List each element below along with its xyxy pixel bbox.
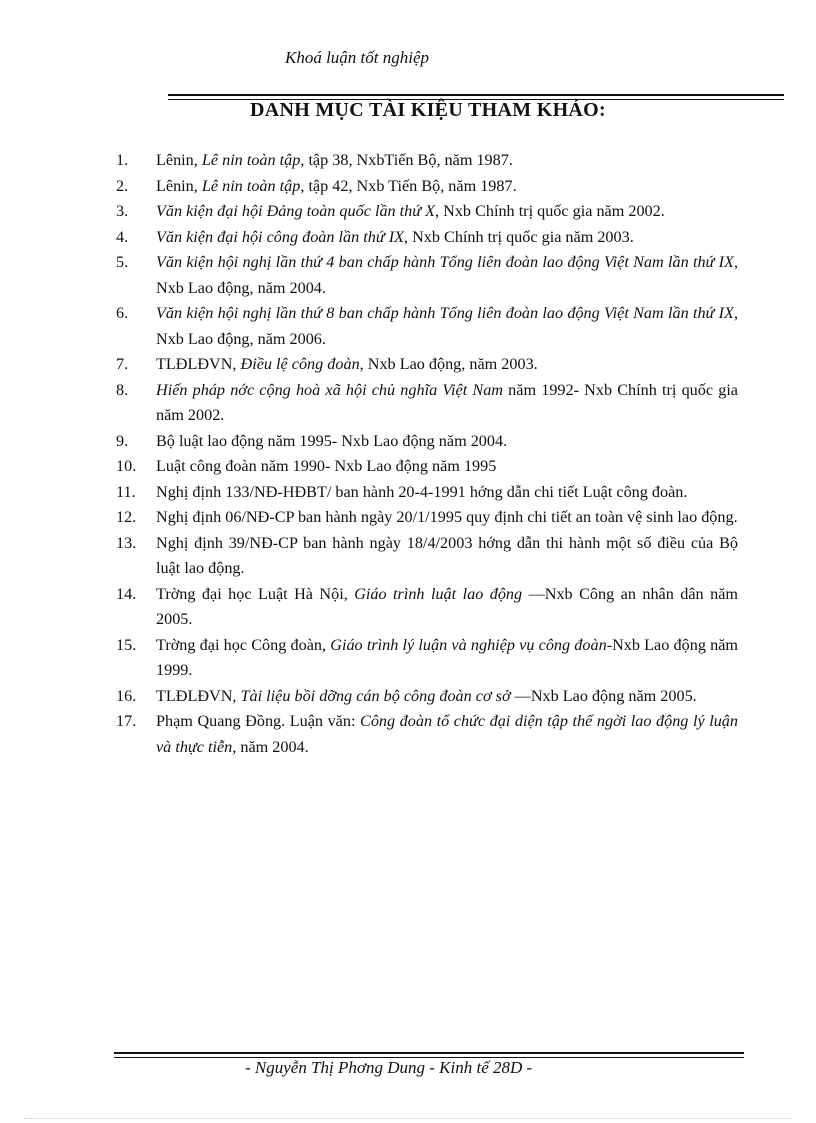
reference-text	[156, 250, 738, 301]
reference-detail: TLĐLĐVN,	[156, 686, 241, 705]
reference-text	[156, 199, 738, 225]
reference-detail: —Nxb Lao động năm 2005.	[510, 686, 697, 705]
reference-item	[116, 684, 738, 710]
reference-number: 8.	[116, 380, 129, 399]
reference-detail: Trờng đại học Luật Hà Nội,	[156, 584, 355, 603]
reference-detail: Phạm Quang Đồng. Luận văn:	[156, 712, 361, 730]
reference-text	[156, 684, 738, 710]
reference-list	[116, 148, 738, 760]
reference-title: Tài liệu bồi dỡng cán bộ công đoàn cơ sở	[240, 686, 511, 705]
reference-detail: Lênin,	[156, 176, 202, 195]
reference-number: 4.	[116, 227, 129, 246]
reference-detail: , Nxb Chính trị quốc gia năm 2002.	[435, 202, 665, 220]
reference-number: 5.	[116, 253, 129, 271]
reference-item	[116, 148, 738, 174]
reference-text	[156, 174, 738, 200]
reference-item	[116, 429, 738, 455]
reference-text	[156, 709, 738, 760]
page-bottom-border	[24, 1118, 792, 1119]
reference-title: Văn kiện hội nghị lần thứ 4 ban chấp hành Tổng liên đoàn lao động Việt Nam lần thứ IX	[156, 253, 734, 271]
reference-title: Lê nin toàn tập	[201, 151, 301, 169]
reference-detail: , Nxb Lao động, năm 2006.	[156, 304, 738, 348]
reference-text	[156, 531, 738, 582]
reference-text	[156, 633, 738, 684]
reference-detail: Lênin,	[156, 151, 202, 169]
reference-text	[156, 225, 738, 251]
reference-number: 11.	[116, 482, 136, 501]
reference-number: 15.	[116, 635, 137, 654]
page-title: DANH MỤC TÀI KIỆU THAM KHẢO:	[249, 99, 606, 121]
reference-title: Giáo trình lý luận và nghiệp vụ công đoàn	[330, 635, 607, 654]
reference-number: 9.	[116, 431, 129, 450]
reference-detail: -Nxb Lao động năm 1999.	[156, 635, 738, 679]
reference-number: 7.	[116, 355, 129, 373]
reference-title: Giáo trình luật lao động	[354, 584, 523, 603]
reference-detail: , tập 42, Nxb Tiến Bộ, năm 1987.	[300, 176, 517, 195]
reference-text	[156, 582, 738, 633]
reference-item	[116, 250, 738, 301]
reference-title: Điều lệ công đoàn	[240, 355, 360, 373]
reference-detail: Bộ luật lao động năm 1995- Nxb Lao động năm 2004.	[156, 431, 508, 450]
reference-item	[116, 709, 738, 760]
reference-title: Hiến pháp nớc cộng hoà xã hội chủ nghĩa Việt Nam	[156, 380, 503, 399]
reference-item	[116, 199, 738, 225]
page-header: Khoá luận tốt nghiệp	[285, 48, 430, 67]
reference-detail: năm 1992- Nxb Chính trị quốc gia năm 2002.	[156, 380, 738, 424]
reference-text	[156, 148, 738, 174]
reference-text	[156, 480, 738, 506]
reference-number: 10.	[116, 457, 137, 475]
reference-title: Văn kiện đại hội Đảng toàn quốc lần thứ X	[156, 202, 436, 220]
reference-detail: , năm 2004.	[232, 737, 309, 756]
reference-number: 16.	[116, 686, 137, 705]
reference-detail: TLĐLĐVN,	[156, 355, 241, 373]
reference-item	[116, 531, 738, 582]
reference-detail: , Nxb Chính trị quốc gia năm 2003.	[404, 227, 634, 246]
reference-number: 6.	[116, 304, 129, 322]
reference-text	[156, 352, 738, 378]
reference-detail: Luật công đoàn năm 1990- Nxb Lao động năm 1995	[156, 457, 497, 475]
reference-text	[156, 378, 738, 429]
reference-number: 2.	[116, 176, 129, 195]
reference-text	[156, 505, 738, 531]
reference-detail: Trờng đại học Công đoàn,	[156, 635, 331, 654]
reference-detail: Nghị định 39/NĐ-CP ban hành ngày 18/4/2003 hớng dẫn thi hành một số điều của Bộ luật lao động.	[156, 533, 738, 577]
reference-item	[116, 352, 738, 378]
reference-item	[116, 174, 738, 200]
reference-item	[116, 505, 738, 531]
reference-detail: , Nxb Lao động, năm 2004.	[156, 253, 738, 297]
reference-title: Văn kiện đại hội công đoàn lần thứ IX	[156, 227, 405, 246]
reference-text	[156, 301, 738, 352]
reference-detail: Nghị định 133/NĐ-HĐBT/ ban hành 20-4-1991 hớng dẫn chi tiết Luật công đoàn.	[156, 482, 688, 501]
reference-item	[116, 633, 738, 684]
reference-number: 12.	[116, 508, 137, 526]
reference-text	[156, 454, 738, 480]
reference-text	[156, 429, 738, 455]
reference-item	[116, 582, 738, 633]
reference-detail: , Nxb Lao động, năm 2003.	[359, 355, 538, 373]
reference-item	[116, 301, 738, 352]
reference-number: 13.	[116, 533, 137, 552]
reference-item	[116, 480, 738, 506]
reference-item	[116, 454, 738, 480]
page-footer: - Nguyễn Thị Phơng Dung - Kinh tế 28D -	[245, 1058, 533, 1077]
reference-item	[116, 225, 738, 251]
reference-title: Văn kiện hội nghị lần thứ 8 ban chấp hành Tổng liên đoàn lao động Việt Nam lần thứ IX	[156, 304, 734, 322]
reference-title: Lê nin toàn tập	[201, 176, 301, 195]
reference-detail: , tập 38, NxbTiến Bộ, năm 1987.	[300, 151, 513, 169]
reference-detail: —Nxb Công an nhân dân năm 2005.	[156, 584, 738, 628]
reference-number: 14.	[116, 584, 137, 603]
reference-detail: Nghị định 06/NĐ-CP ban hành ngày 20/1/1995 quy định chi tiết an toàn vệ sinh lao động.	[156, 508, 738, 526]
reference-number: 1.	[116, 151, 129, 169]
reference-number: 3.	[116, 202, 129, 220]
reference-number: 17.	[116, 712, 137, 730]
reference-item	[116, 378, 738, 429]
reference-title: Công đoàn tổ chức đại diện tập thể ngời lao động lý luận và thực tiễn	[156, 712, 738, 756]
